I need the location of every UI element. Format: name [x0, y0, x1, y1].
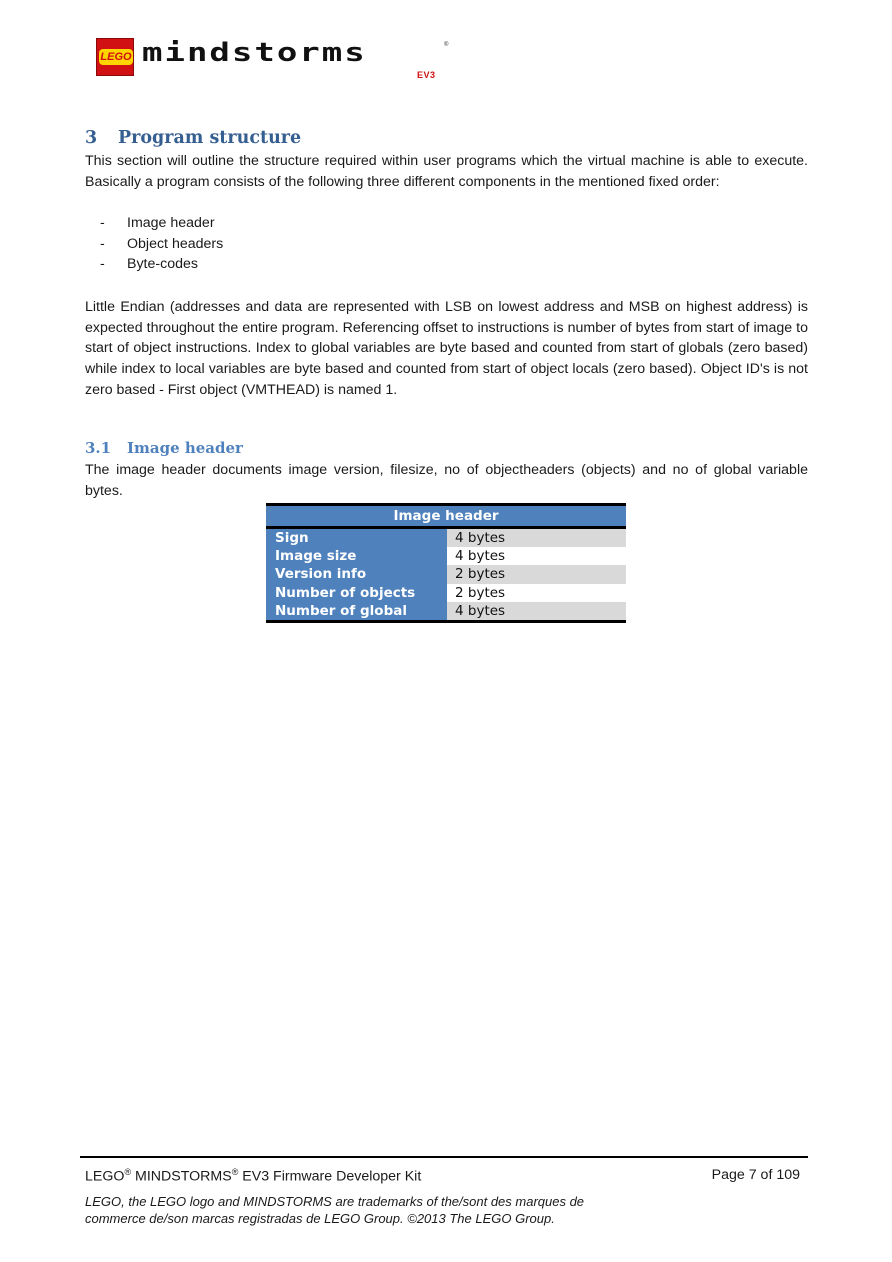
component-list: [100, 213, 223, 275]
ev3-label: EV3: [417, 70, 436, 80]
footer-doc-title: LEGO® MINDSTORMS® EV3 Firmware Developer Kit: [85, 1167, 422, 1185]
mindstorms-wordmark: mindstorms: [142, 37, 367, 68]
image-header-description: The image header documents image version, filesize, no of objectheaders (objects) and no of global variable bytes.: [85, 462, 808, 499]
section-3-intro: This section will outline the structure required within user programs which the virtual machine is able to execute. Basically a program consists of the following three different components in the mentioned fixed order:: [85, 153, 808, 190]
table-title: Image header: [266, 506, 626, 526]
section-title: Program structure: [118, 128, 302, 148]
page-number: Page 7 of 109: [711, 1167, 800, 1183]
image-header-table: [266, 503, 626, 637]
field-size: 2 bytes: [447, 565, 626, 583]
table-row: [266, 584, 626, 602]
section-number: 3.1: [85, 439, 112, 457]
field-name: Sign: [266, 529, 447, 547]
registered-mark: ®: [444, 42, 449, 48]
field-size: 4 bytes: [447, 547, 626, 565]
section-number: 3: [85, 128, 98, 148]
section-3-heading: [85, 128, 301, 148]
field-name: Version info: [266, 565, 447, 583]
field-name: Image size: [266, 547, 447, 565]
lego-logo-icon: LEGO: [96, 38, 134, 76]
field-size: 4 bytes: [447, 602, 626, 620]
field-size: 2 bytes: [447, 584, 626, 602]
legal-notice: LEGO, the LEGO logo and MINDSTORMS are trademarks of the/sont des marques de commerce de/son marcas registradas de LEGO Group. ©2013 The LEGO Group.: [85, 1194, 585, 1226]
table-row: [266, 565, 626, 583]
footer-divider: [80, 1156, 808, 1158]
list-item: - Byte-codes: [100, 256, 198, 273]
field-size: 4 bytes: [447, 529, 626, 547]
list-item: - Object headers: [100, 235, 224, 252]
field-name: Number of objects: [266, 584, 447, 602]
table-rule: [266, 620, 626, 623]
table-row: [266, 602, 626, 637]
mindstorms-ev3-logo: [96, 38, 456, 78]
section-3-1-heading: [85, 439, 243, 457]
table-row: [266, 547, 626, 565]
list-item: - Image header: [100, 215, 215, 231]
table-row: [266, 529, 626, 547]
field-name: Number of global bytes: [266, 602, 447, 620]
section-title: Image header: [127, 439, 243, 457]
endian-paragraph: Little Endian (addresses and data are represented with LSB on lowest address and MSB on highest address) is expected throughout the entire program. Referencing offset to instructions is number of bytes from start of image to start of object instructions. Index to global variables are byte based and counted from start of globals (zero based) while index to local variables are byte based and counted from start of object locals (zero based). Object ID's is not zero based - First object (VMTHEAD) is named 1.: [85, 299, 808, 398]
